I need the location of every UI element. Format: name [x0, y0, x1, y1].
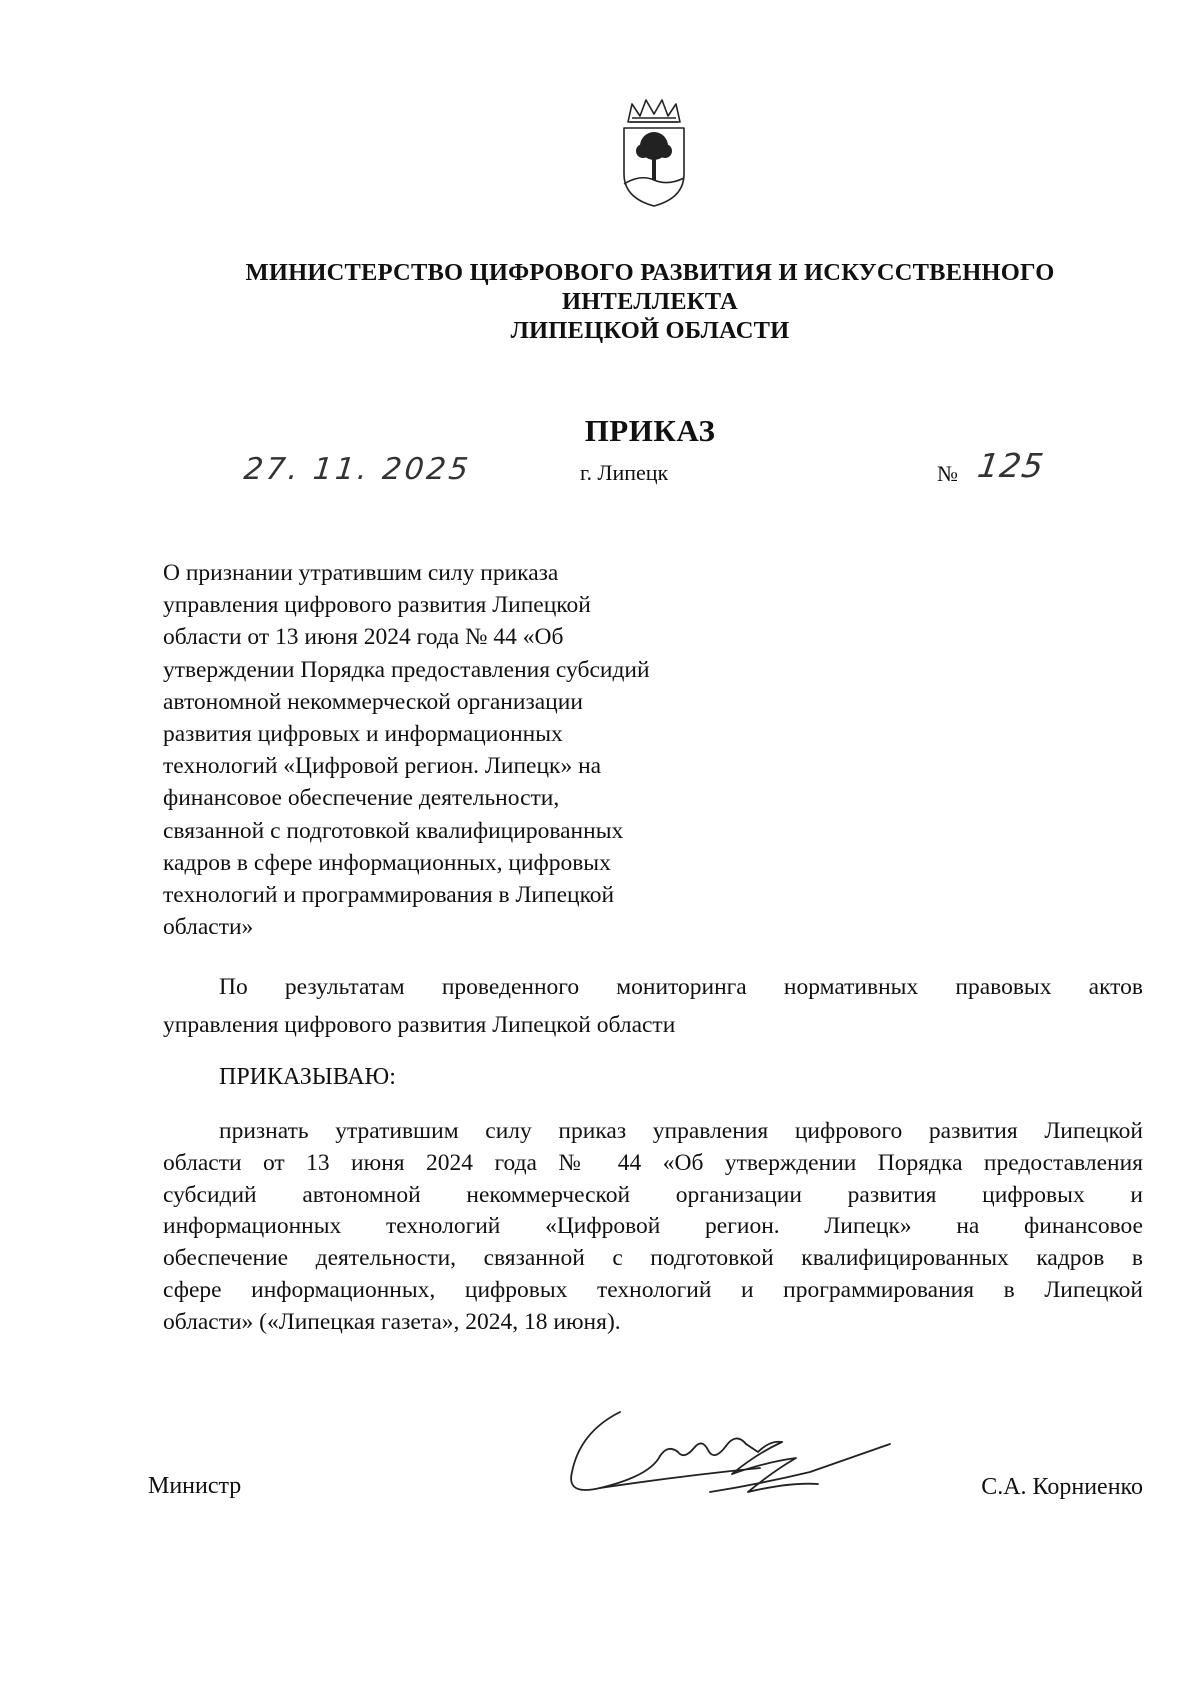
ministry-name-line-3: ЛИПЕЦКОЙ ОБЛАСТИ: [510, 317, 790, 344]
document-title: ПРИКАЗ: [584, 413, 716, 448]
subject-line: финансовое обеспечение деятельности,: [163, 785, 560, 812]
order-date: 27. 11. 2025: [242, 452, 473, 487]
decision-line: обеспечение деятельности, связанной с подготовкой квалифицированных кадров в: [163, 1245, 1143, 1272]
subject-line: утверждении Порядка предоставления субсидий: [163, 656, 650, 683]
basis-paragraph: [163, 968, 1143, 1044]
ministry-name: [150, 258, 1150, 345]
decision-line: признать утратившим силу приказ управления цифрового развития Липецкой: [219, 1118, 1143, 1144]
subject-line: технологий «Цифровой регион. Липецк» на: [163, 753, 602, 780]
ministry-name-line-1: МИНИСТЕРСТВО ЦИФРОВОГО РАЗВИТИЯ И ИСКУССТВЕННОГО: [245, 259, 1055, 286]
subject-line: технологий и программирования в Липецкой: [163, 882, 615, 909]
decision-line: области от 13 июня 2024 года № 44 «Об утверждении Порядка предоставления: [163, 1149, 1143, 1176]
signer-name: С.А. Корниенко: [981, 1474, 1143, 1500]
subject-line: области от 13 июня 2024 года № 44 «Об: [163, 624, 564, 651]
decision-line: области» («Липецкая газета», 2024, 18 июня).: [163, 1308, 621, 1335]
subject-line: связанной с подготовкой квалифицированных: [163, 817, 624, 844]
basis-line-1: По результатам проведенного мониторинга нормативных правовых актов: [219, 974, 1143, 1000]
order-subject: [163, 557, 773, 943]
subject-line: развития цифровых и информационных: [163, 721, 563, 748]
subject-line: области»: [163, 914, 254, 941]
decision-line: информационных технологий «Цифровой регион. Липецк» на финансовое: [163, 1213, 1143, 1240]
order-number-label: №: [937, 461, 958, 486]
order-city: г. Липецк: [580, 460, 669, 485]
signer-position: Министр: [148, 1473, 242, 1499]
subject-line: автономной некоммерческой организации: [163, 688, 583, 715]
decision-line: субсидий автономной некоммерческой организации развития цифровых и: [163, 1181, 1143, 1208]
decision-paragraph: [163, 1116, 1143, 1339]
basis-line-2: управления цифрового развития Липецкой области: [163, 1012, 676, 1038]
order-number: 125: [975, 446, 1047, 485]
ministry-name-line-2: ИНТЕЛЛЕКТА: [562, 288, 738, 315]
lipetsk-coat-of-arms-icon: [618, 98, 690, 210]
subject-line: О признании утратившим силу приказа: [163, 560, 559, 586]
subject-line: управления цифрового развития Липецкой: [163, 592, 591, 619]
decree-word: ПРИКАЗЫВАЮ:: [219, 1064, 396, 1090]
handwritten-signature-icon: [560, 1392, 900, 1532]
decision-line: сфере информационных, цифровых технологий и программирования в Липецкой: [163, 1276, 1143, 1303]
subject-line: кадров в сфере информационных, цифровых: [163, 849, 611, 876]
